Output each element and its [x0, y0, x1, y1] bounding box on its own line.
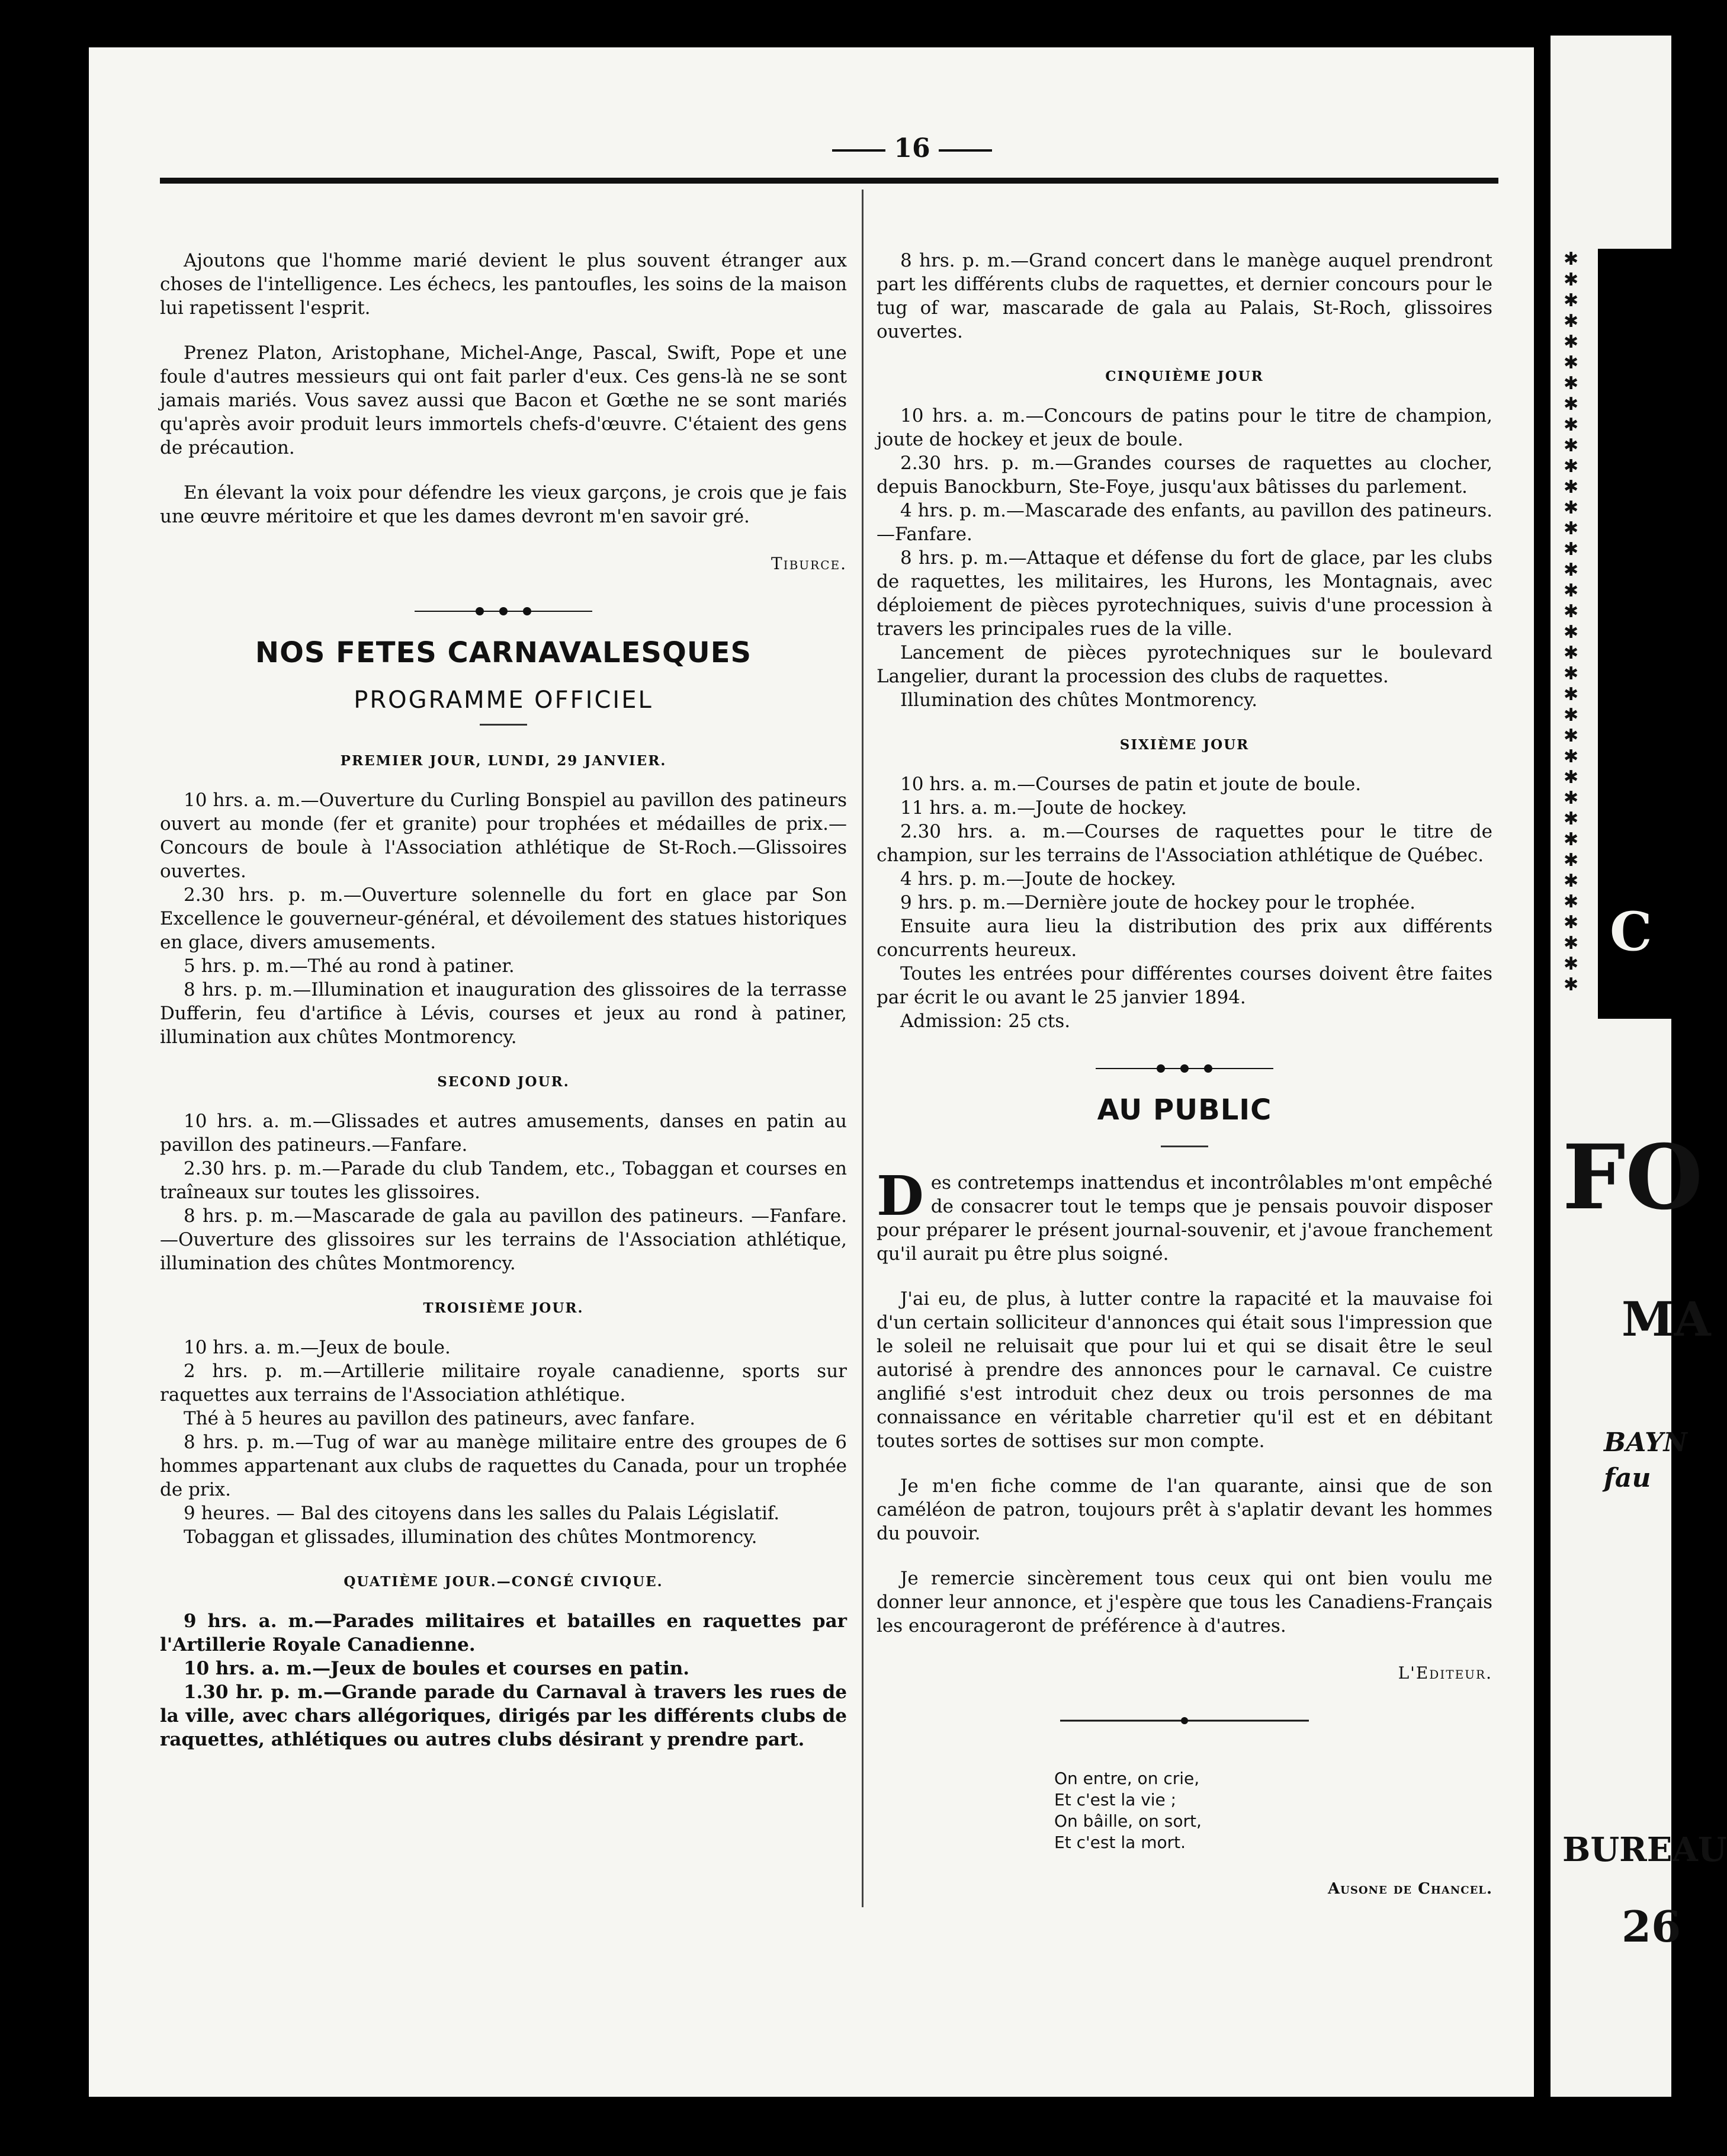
program-item: Admission: 25 cts. — [900, 1010, 1071, 1032]
program-item: Ensuite aura lieu la distribution des prix aux différents concurrents heureux. — [877, 916, 1492, 961]
left-column — [160, 249, 847, 1751]
day-heading: SECOND JOUR. — [437, 1074, 570, 1090]
subheadline: PROGRAMME OFFICIEL — [354, 686, 653, 714]
fragment-text: 26 — [1622, 1901, 1681, 1952]
poem — [1054, 1768, 1492, 1853]
program-item: Toutes les entrées pour différentes courses doivent être faites par écrit le ou avant le 25 janvier 1894. — [877, 963, 1492, 1008]
program-item: 2.30 hrs. p. m.—Parade du club Tandem, etc., Tobaggan et courses en traîneaux sur toutes les glissoires. — [160, 1158, 847, 1203]
ornament-divider — [415, 605, 592, 617]
public-paragraph: es contretemps inattendus et incontrôlables m'ont empêché de consacrer tout le temps que je pensais pouvoir disposer pour préparer le présent journal-souvenir, et j'avoue franchement qu'il aurait pu être plus soigné. — [877, 1172, 1492, 1265]
program-item: Tobaggan et glissades, illumination des chûtes Montmorency. — [184, 1526, 757, 1548]
fragment-text: MA — [1622, 1291, 1711, 1347]
page-number: 16 — [794, 133, 1031, 163]
public-paragraph: J'ai eu, de plus, à lutter contre la rapacité et la mauvaise foi d'un certain solliciteur d'annonces qui était sous l'impression que le soleil ne reluisait que pour lui et qui se disait être le seul autorisé à prendre des annonces pour le carnaval. Ce cuistre anglifié s'est introduit chez deux ou trois personnes de ma connaissance en véritable charretier qu'il est et en débitant toutes sortes de sottises sur mon compte. — [877, 1288, 1492, 1452]
public-paragraph: Je m'en fiche comme de l'an quarante, ainsi que de son caméléon de patron, toujours prêt à s'aplatir devant les hommes du pouvoir. — [877, 1475, 1492, 1544]
short-rule — [480, 724, 527, 726]
program-item: 8 hrs. p. m.—Grand concert dans le manège auquel prendront part les différents clubs de raquettes, et dernier concours pour le tug of war, mascarade de gala au Palais, St-Roch, glissoires ouvertes. — [877, 250, 1492, 342]
fragment-text: BAYN — [1604, 1427, 1687, 1458]
ornament-divider — [1096, 1063, 1273, 1074]
fragment-text: BUREAU — [1562, 1830, 1727, 1869]
program-item: 10 hrs. a. m.—Concours de patins pour le titre de champion, joute de hockey et jeux de boule. — [877, 405, 1492, 450]
day-heading: SIXIÈME JOUR — [1119, 737, 1250, 753]
day-heading: PREMIER JOUR, LUNDI, 29 JANVIER. — [340, 753, 667, 769]
intro-paragraph: En élevant la voix pour défendre les vieux garçons, je crois que je fais une œuvre méritoire et que les dames devront m'en savoir gré. — [160, 482, 847, 527]
program-item: 10 hrs. a. m.—Jeux de boule. — [184, 1337, 451, 1358]
program-item: 8 hrs. p. m.—Mascarade de gala au pavillon des patineurs. —Fanfare.—Ouverture des glissoires sur les terrains de l'Association athlétique, illumination des chûtes Montmorency. — [160, 1205, 847, 1274]
intro-paragraph: Prenez Platon, Aristophane, Michel-Ange, Pascal, Swift, Pope et une foule d'autres messieurs qui ont fait parler d'eux. Ces gens-là ne se sont jamais mariés. Vous savez aussi que Bacon et Gœthe ne se sont mariés qu'après avoir produit leurs immortels chefs-d'œuvre. C'étaient des gens de précaution. — [160, 342, 847, 458]
fragment-text: fau — [1604, 1463, 1651, 1493]
poem-line: On bâille, on sort, — [1054, 1811, 1202, 1831]
program-item: 9 hrs. a. m.—Parades militaires et batailles en raquettes par l'Artillerie Royale Canadienne. — [160, 1610, 847, 1656]
program-item: 2.30 hrs. a. m.—Courses de raquettes pour le titre de champion, sur les terrains de l'Association athlétique de Québec. — [877, 821, 1492, 866]
day-heading: QUATIÈME JOUR.—CONGÉ CIVIQUE. — [344, 1574, 663, 1590]
top-rule — [160, 178, 1498, 184]
program-item: Thé à 5 heures au pavillon des patineurs, avec fanfare. — [184, 1408, 696, 1429]
public-heading: AU PUBLIC — [1097, 1093, 1272, 1127]
drop-cap: D — [877, 1164, 924, 1228]
program-item: 8 hrs. p. m.—Illumination et inauguration des glissoires de la terrasse Dufferin, feu d'artifice à Lévis, courses et jeux au rond à patiner, illumination aux chûtes Montmorency. — [160, 979, 847, 1048]
program-item: 10 hrs. a. m.—Jeux de boules et courses en patin. — [184, 1658, 690, 1679]
program-item: 10 hrs. a. m.—Glissades et autres amusements, danses en patin au pavillon des patineurs.—Fanfare. — [160, 1111, 847, 1156]
program-item: Illumination des chûtes Montmorency. — [900, 689, 1258, 711]
short-rule — [1161, 1146, 1208, 1147]
intro-signature: Tiburce. — [771, 554, 847, 573]
headline: NOS FETES CARNAVALESQUES — [255, 636, 752, 669]
column-divider — [862, 190, 864, 1907]
public-paragraph: Je remercie sincèrement tous ceux qui ont bien voulu me donner leur annonce, et j'espère que tous les Canadiens-Français les encourageront de préférence à d'autres. — [877, 1568, 1492, 1637]
program-item: 1.30 hr. p. m.—Grande parade du Carnaval à travers les rues de la ville, avec chars allégoriques, dirigés par les différents clubs de raquettes, athlétiques ou autres clubs désirant y prendre part. — [160, 1682, 847, 1750]
poem-signature: Ausone de Chancel. — [1327, 1880, 1492, 1898]
program-item: 4 hrs. p. m.—Mascarade des enfants, au pavillon des patineurs.—Fanfare. — [877, 500, 1492, 545]
poem-line: On entre, on crie, — [1054, 1769, 1200, 1788]
ornament-divider — [1060, 1715, 1309, 1727]
poem-line: Et c'est la mort. — [1054, 1833, 1186, 1852]
intro-paragraph: Ajoutons que l'homme marié devient le plus souvent étranger aux choses de l'intelligence. Les échecs, les pantoufles, les soins de la maison lui rapetissent l'esprit. — [160, 250, 847, 319]
program-item: 5 hrs. p. m.—Thé au rond à patiner. — [184, 955, 515, 977]
program-item: 8 hrs. p. m.—Attaque et défense du fort de glace, par les clubs de raquettes, les militaires, les Hurons, les Montagnais, avec déploiement de pièces pyrotechniques, suivis d'une procession à travers les principales rues de la ville. — [877, 547, 1492, 640]
public-signature: L'Editeur. — [1398, 1663, 1492, 1683]
fragment-text: FO — [1562, 1125, 1703, 1230]
day-heading: TROISIÈME JOUR. — [423, 1300, 584, 1316]
star-ornament-icon: ✱ ✱ ✱ ✱ ✱ ✱ ✱ ✱ ✱ ✱ ✱ ✱ ✱ ✱ ✱ ✱ ✱ ✱ ✱ ✱ ✱ ✱ ✱ ✱ ✱ ✱ ✱ ✱ ✱ ✱ ✱ ✱ ✱ ✱ ✱ ✱ — [1564, 249, 1579, 995]
fragment-text: C — [1610, 900, 1652, 963]
right-column — [877, 249, 1492, 1901]
program-item: 9 hrs. p. m.—Dernière joute de hockey pour le trophée. — [900, 892, 1416, 913]
program-item: 2 hrs. p. m.—Artillerie militaire royale canadienne, sports sur raquettes aux terrains de l'Association athlétique. — [160, 1361, 847, 1406]
program-item: 4 hrs. p. m.—Joute de hockey. — [900, 868, 1176, 890]
program-item: 10 hrs. a. m.—Courses de patin et joute de boule. — [900, 774, 1362, 795]
program-item: 2.30 hrs. p. m.—Ouverture solennelle du fort en glace par Son Excellence le gouverneur-général, et dévoilement des statues historiques en glace, divers amusements. — [160, 884, 847, 953]
program-item: 9 heures. — Bal des citoyens dans les salles du Palais Législatif. — [184, 1503, 780, 1524]
program-item: Lancement de pièces pyrotechniques sur le boulevard Langelier, durant la procession des clubs de raquettes. — [877, 642, 1492, 687]
program-item: 2.30 hrs. p. m.—Grandes courses de raquettes au clocher, depuis Banockburn, Ste-Foye, jusqu'aux bâtisses du parlement. — [877, 453, 1492, 498]
program-item: 8 hrs. p. m.—Tug of war au manège militaire entre des groupes de 6 hommes appartenant aux clubs de raquettes du Canada, pour un trophée de prix. — [160, 1432, 847, 1500]
program-item: 10 hrs. a. m.—Ouverture du Curling Bonspiel au pavillon des patineurs ouvert au monde (fer et granite) pour trophées et médailles de prix.—Concours de boule à l'Association athlétique de St-Roch.—Glissoires ouvertes. — [160, 790, 847, 882]
poem-line: Et c'est la vie ; — [1054, 1790, 1177, 1810]
program-item: 11 hrs. a. m.—Joute de hockey. — [900, 797, 1187, 819]
day-heading: CINQUIÈME JOUR — [1105, 368, 1264, 384]
adjacent-page-strip — [1551, 36, 1727, 2097]
